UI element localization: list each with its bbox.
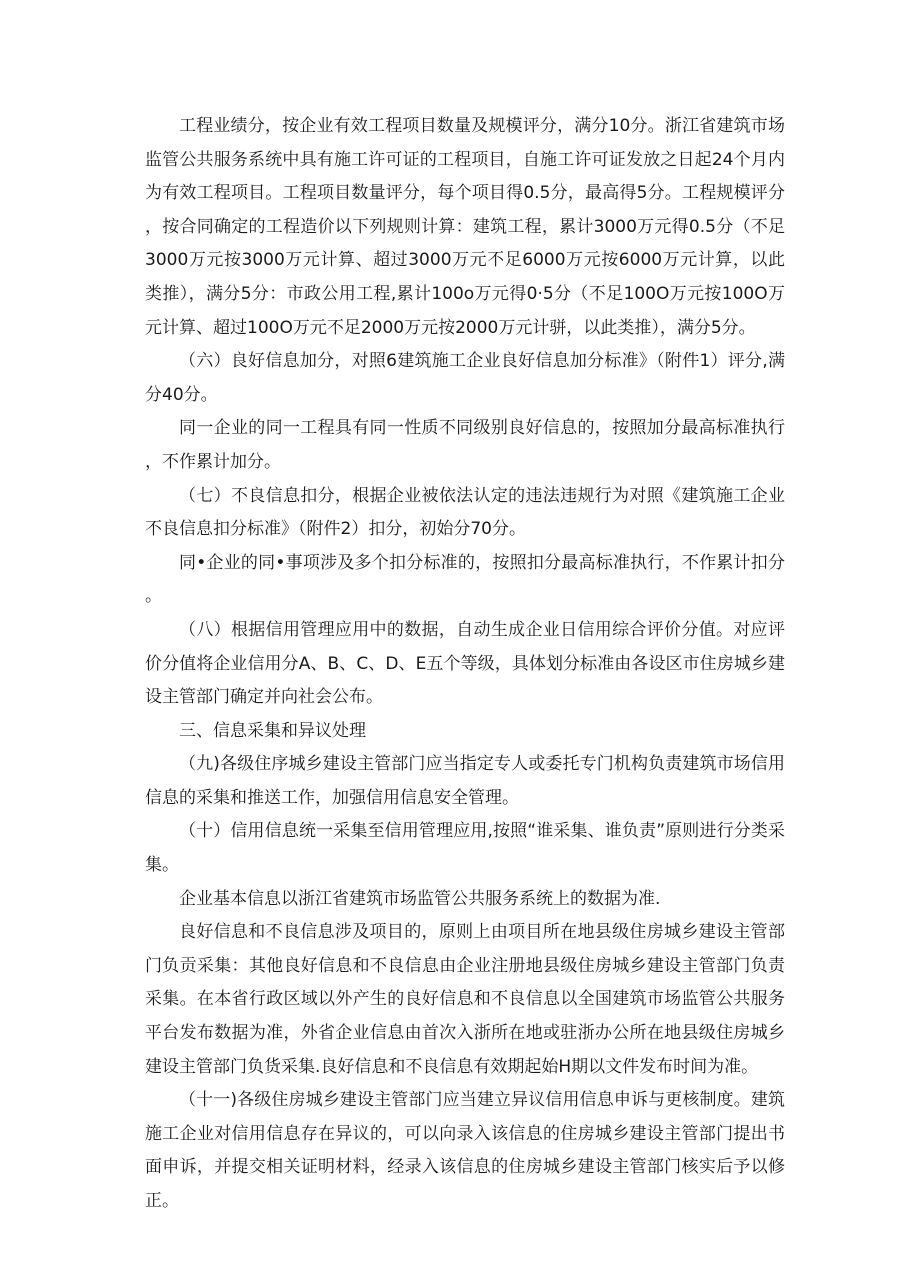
paragraph-collection-responsibility: 良好信息和不良信息涉及项目的，原则上由项目所在地县级住房城乡建设主管部门负贡采集：其他良好信息和不良信息由企业注册地县级住房城乡建设主管部门负责采集。在本省行政区域以外产生的良好信息和不良信息以全国建筑市场监管公共服务平台发布数据为准，外省企业信息由首次入浙所在地或驻浙办公所在地县级住房城乡建设主管部门负货采集.良好信息和不良信息有效期起始H期以文件发布时间为准。	[145, 922, 785, 1077]
paragraph-credit-grading: （八）根据信用管理应用中的数据，自动生成企业日信用综合评价分值。对应评价分值将企业信用分A、B、C、D、E五个等级，具体划分标准由各设区市住房城乡建设主管部门确定并向社会公布。	[145, 619, 785, 708]
section-heading-info-collection: 三、信息采集和异议处理	[179, 720, 366, 741]
paragraph-good-info-same-project: 同一企业的同一工程具有同一性质不同级别良好信息的，按照加分最高标准执行，不作累计加分。	[145, 418, 785, 472]
paragraph-objection-appeal: （十一)各级住房城乡建设主管部门应当建立异议信用信息申诉与更核制度。建筑施工企业对信用信息存在异议的，可以向录入该信息的住房城乡建设主管部门提出书面申诉，并提交相关证明材料，经录入该信息的住房城乡建设主管部门核实后予以修正。	[145, 1090, 785, 1211]
paragraph-project-performance: 工程业绩分，按企业有效工程项目数量及规模评分，满分10分。浙江省建筑市场监管公共服务系统中具有施工许可证的工程项目，自施工许可证发放之日起24个月内为有效工程项目。工程项目数量评分，每个项目得0.5分，最高得5分。工程规模评分，按合同确定的工程造价以下列规则计算：建筑工程，累计3000万元得0.5分（不足3000万元按3000万元计算、超过3000万元不足6000万元按6000万元计算，以此类推），满分5分：市政公用工程,累计100o万元得0·5分（不足100O万元按100O万元计算、超过100O万元不足2000万元按2000万元计骈，以此类推），满分5分。	[145, 116, 785, 338]
paragraph-collection-personnel: （九)各级住序城乡建设主管部门应当指定专人或委托专门机构负责建筑市场信用信息的采集和推送工作，加强信用信息安全管理。	[145, 754, 785, 808]
paragraph-good-info-bonus: （六）良好信息加分，对照6建筑施工企业良好信息加分标准》（附件1）评分,满分40分。	[145, 351, 785, 405]
paragraph-unified-collection: （十）信用信息统一采集至信用管理应用,按照“谁采集、谁负责”原则进行分类采集。	[145, 821, 785, 876]
paragraph-bad-info-same-matter: 同•企业的同•事项涉及多个扣分标准的，按照扣分最高标准执行，不作累计扣分。	[145, 552, 785, 607]
document-body	[145, 110, 785, 1219]
paragraph-basic-info: 企业基本信息以浙江省建筑市场监管公共服务系统上的数据为准.	[179, 888, 661, 909]
paragraph-bad-info-deduction: （七）不良信息扣分，根据企业被依法认定的违法违规行为对照《建筑施工企业不良信息扣分标准》（附件2）扣分，初始分70分。	[145, 485, 785, 540]
